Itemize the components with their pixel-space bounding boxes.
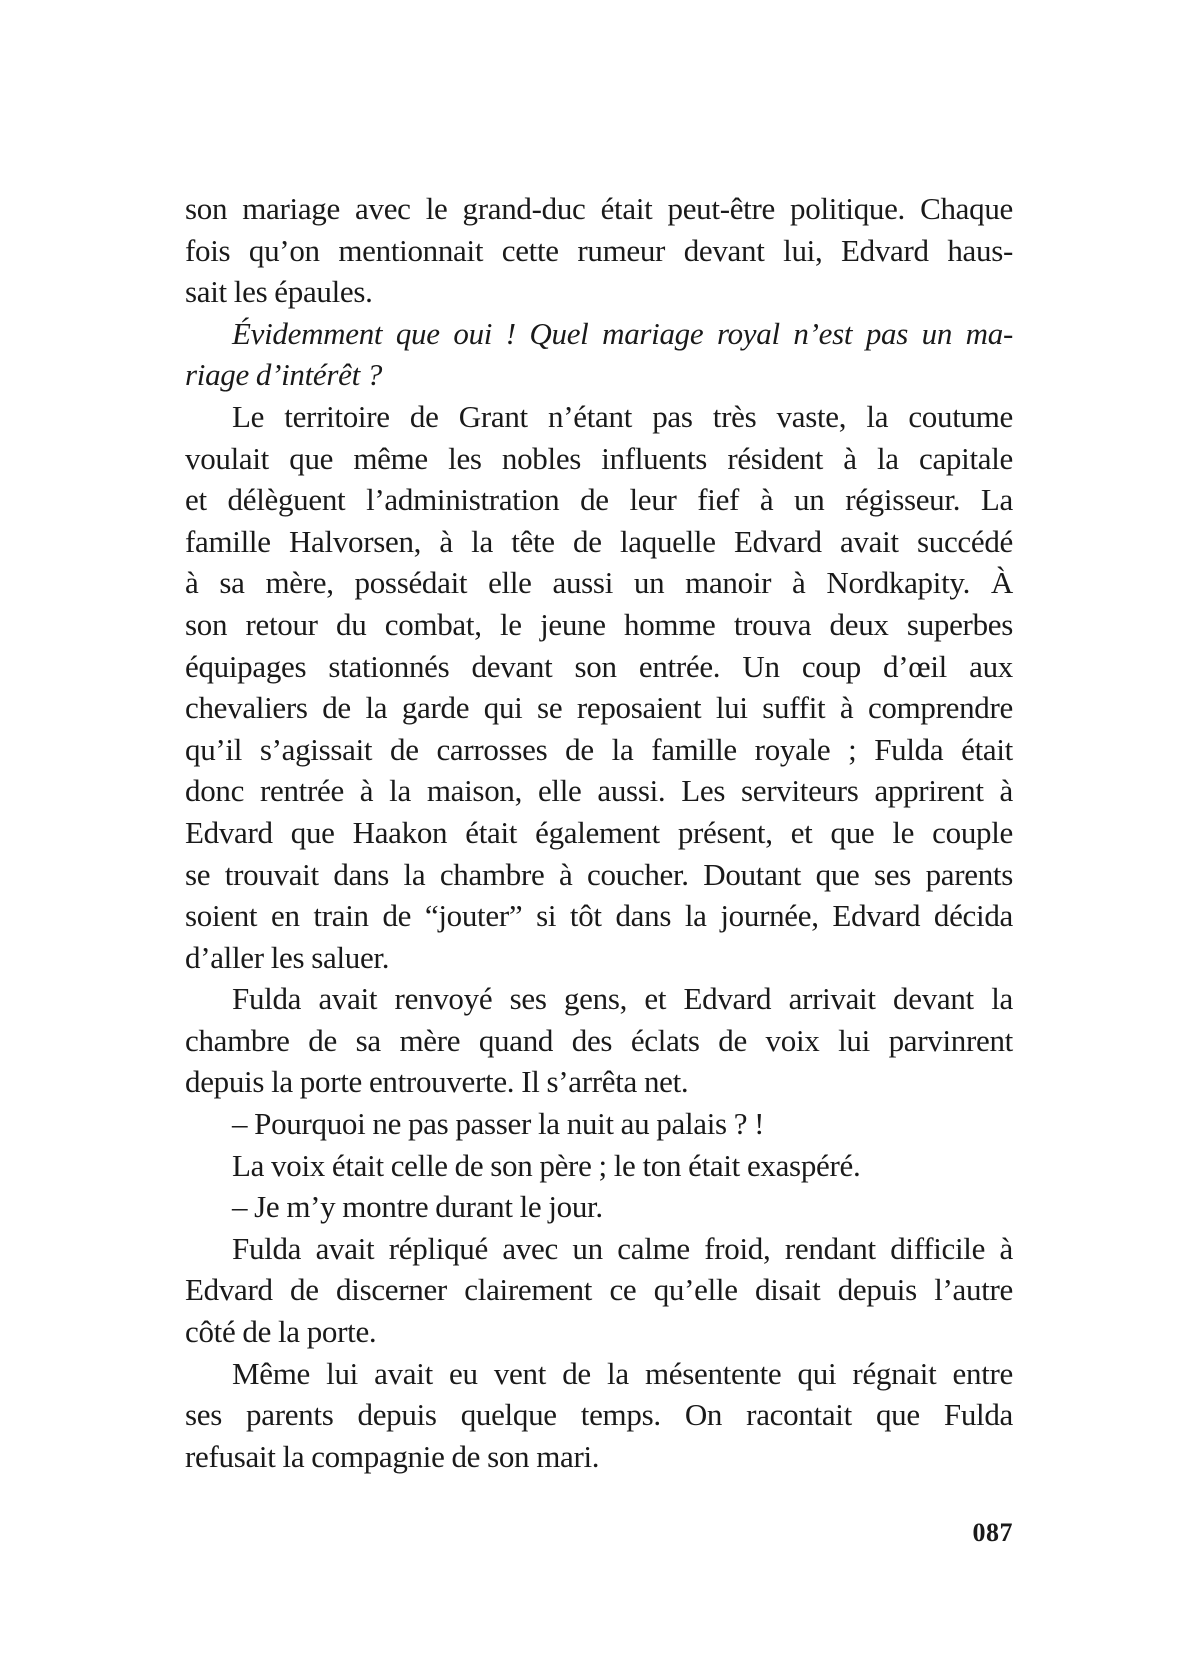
- text-line: à sa mère, possédait elle aussi un manoir à Nordkapity. À: [185, 565, 1013, 601]
- text-line: Edvard que Haakon était également présent, et que le couple: [185, 814, 1013, 850]
- text-line: Même lui avait eu vent de la mésentente qui régnait entre: [232, 1355, 1013, 1391]
- text-line: et délèguent l’administration de leur fief à un régisseur. La: [185, 482, 1013, 518]
- body-text: [185, 188, 1013, 1477]
- text-line: équipages stationnés devant son entrée. Un coup d’œil aux: [185, 648, 1013, 684]
- dialogue-line: – Pourquoi ne pas passer la nuit au palais ? !: [232, 1106, 765, 1142]
- text-line: La voix était celle de son père ; le ton était exaspéré.: [232, 1147, 861, 1183]
- text-line: donc rentrée à la maison, elle aussi. Les serviteurs apprirent à: [185, 773, 1013, 809]
- text-line: Évidemment que oui ! Quel mariage royal n’est pas un ma-: [232, 315, 1013, 351]
- text-line: Le territoire de Grant n’étant pas très vaste, la coutume: [232, 398, 1013, 434]
- text-line: son retour du combat, le jeune homme trouva deux superbes: [185, 606, 1013, 642]
- text-line: sait les épaules.: [185, 274, 373, 310]
- text-line: Edvard de discerner clairement ce qu’elle disait depuis l’autre: [185, 1272, 1013, 1308]
- text-line: depuis la porte entrouverte. Il s’arrêta net.: [185, 1064, 689, 1100]
- text-line: famille Halvorsen, à la tête de laquelle Edvard avait succédé: [185, 523, 1013, 559]
- page-number: 087: [972, 1518, 1013, 1547]
- book-page: [185, 188, 1013, 1477]
- text-line: chevaliers de la garde qui se reposaient lui suffit à comprendre: [185, 690, 1013, 726]
- text-line: refusait la compagnie de son mari.: [185, 1438, 600, 1474]
- text-line: son mariage avec le grand-duc était peut-être politique. Chaque: [185, 191, 1013, 226]
- text-line: se trouvait dans la chambre à coucher. Doutant que ses parents: [185, 856, 1013, 892]
- text-line: ses parents depuis quelque temps. On racontait que Fulda: [185, 1397, 1013, 1433]
- text-line: Fulda avait renvoyé ses gens, et Edvard arrivait devant la: [232, 981, 1013, 1017]
- text-line: soient en train de “jouter” si tôt dans la journée, Edvard décida: [185, 898, 1013, 934]
- text-line: côté de la porte.: [185, 1314, 377, 1350]
- dialogue-line: – Je m’y montre durant le jour.: [232, 1189, 603, 1225]
- text-line: Fulda avait répliqué avec un calme froid, rendant difficile à: [232, 1230, 1013, 1266]
- text-line: d’aller les saluer.: [185, 939, 390, 975]
- text-line: chambre de sa mère quand des éclats de voix lui parvinrent: [185, 1022, 1013, 1058]
- text-line: voulait que même les nobles influents résident à la capitale: [185, 440, 1013, 476]
- text-line: qu’il s’agissait de carrosses de la famille royale ; Fulda était: [185, 731, 1013, 767]
- text-line: riage d’intérêt ?: [185, 357, 383, 393]
- text-line: fois qu’on mentionnait cette rumeur devant lui, Edvard haus-: [185, 232, 1013, 268]
